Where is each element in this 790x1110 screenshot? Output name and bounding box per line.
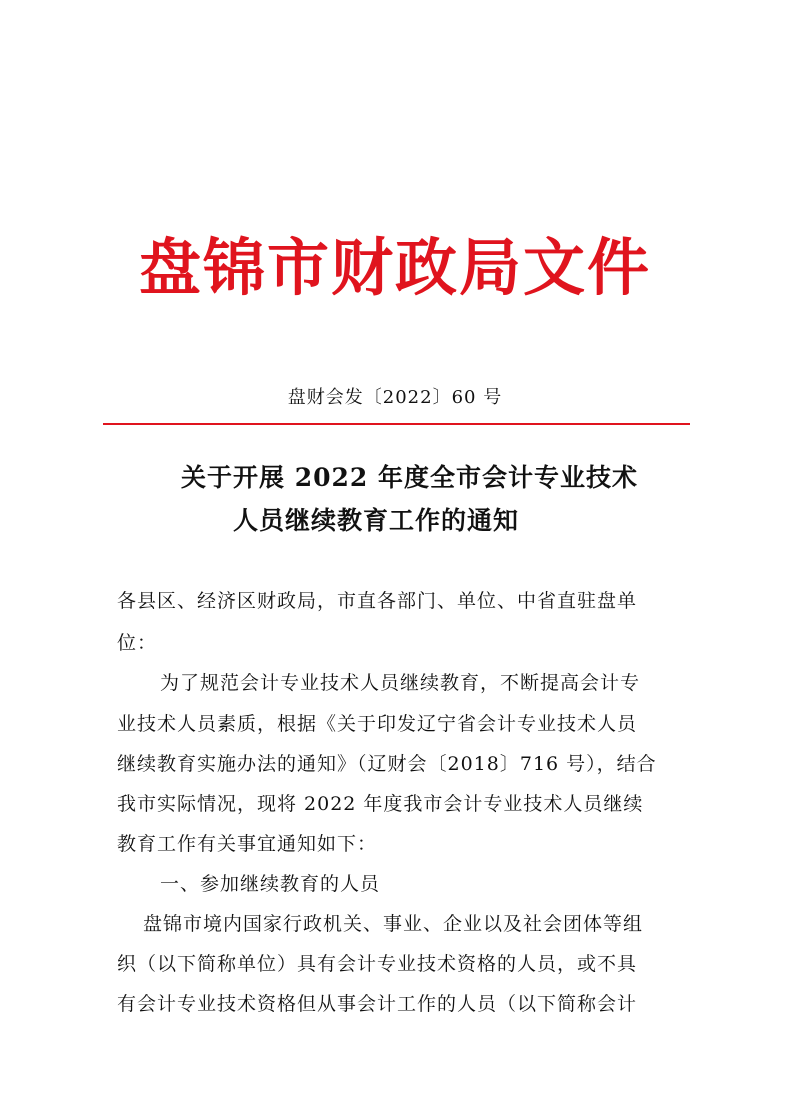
red-divider-line	[103, 423, 690, 425]
addressee-line: 各县区、经济区财政局，市直各部门、单位、中省直驻盘单	[117, 590, 638, 612]
paragraph-line: 织（以下简称单位）具有会计专业技术资格的人员，或不具	[117, 953, 638, 975]
paragraph-line: 继续教育实施办法的通知》（辽财会〔2018〕716 号），结合	[117, 753, 657, 775]
paragraph-line: 为了规范会计专业技术人员继续教育，不断提高会计专	[160, 672, 641, 694]
paragraph-line: 盘锦市境内国家行政机关、事业、企业以及社会团体等组	[143, 913, 644, 935]
paragraph-line: 教育工作有关事宜通知如下：	[117, 833, 378, 855]
notice-title-line-2: 人员继续教育工作的通知	[233, 506, 520, 535]
section-heading: 一、参加继续教育的人员	[160, 873, 381, 895]
notice-title-line-1: 关于开展 2022 年度全市会计专业技术	[181, 463, 638, 492]
issuer-title: 盘锦市财政局文件	[138, 231, 651, 304]
paragraph-line: 我市实际情况，现将 2022 年度我市会计专业技术人员继续	[117, 793, 644, 815]
document-number: 盘财会发〔2022〕60 号	[287, 387, 503, 408]
paragraph-line: 业技术人员素质，根据《关于印发辽宁省会计专业技术人员	[117, 713, 638, 735]
paragraph-line: 有会计专业技术资格但从事会计工作的人员（以下简称会计	[117, 993, 638, 1015]
addressee-line: 位：	[117, 632, 158, 654]
